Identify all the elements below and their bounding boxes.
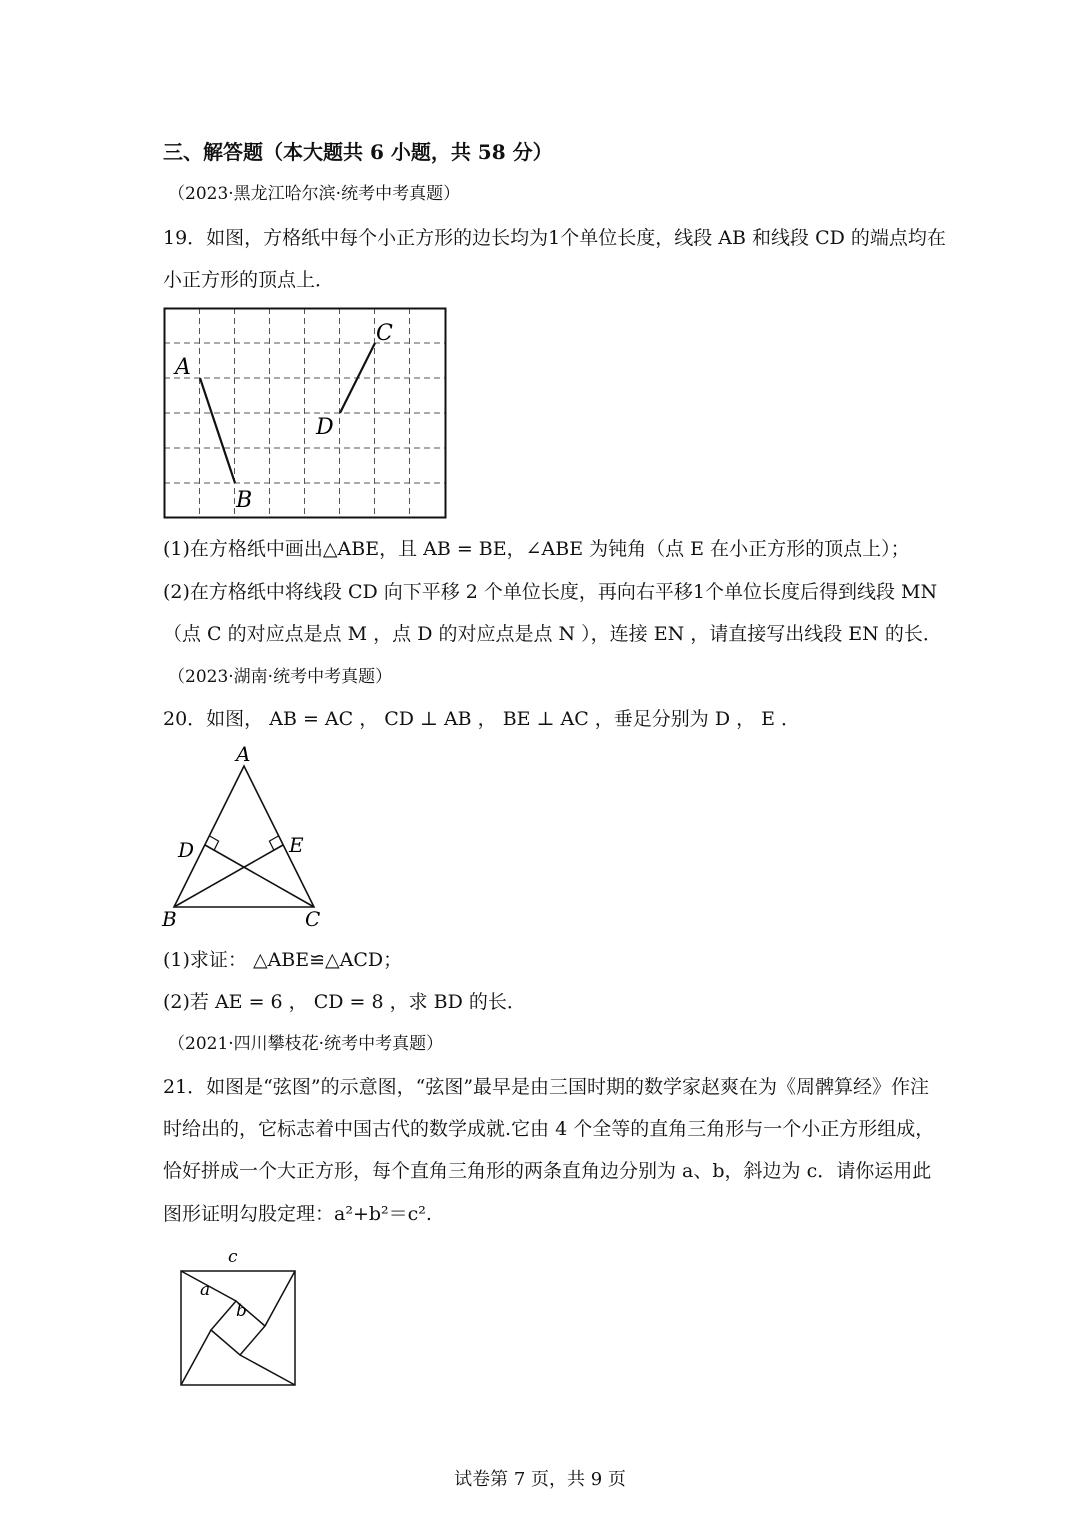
label-a: a <box>200 1280 211 1300</box>
q21-line1: 21．如图是“弦图”的示意图，“弦图”最早是由三国时期的数学家赵爽在为《周髀算经》作注 <box>163 1076 930 1098</box>
q20-triangle-figure <box>160 740 330 935</box>
q19-grid-figure <box>160 302 452 524</box>
label-c: c <box>228 1247 238 1267</box>
q21-source: （2021·四川攀枝花·统考中考真题） <box>168 1034 444 1054</box>
q21-line2: 时给出的，它标志着中国古代的数学成就.它由 4 个全等的直角三角形与一个小正方形组成， <box>163 1118 935 1140</box>
label-b: B <box>236 488 253 513</box>
q20-source: （2023·湖南·统考中考真题） <box>168 667 393 687</box>
label-a: A <box>236 742 251 766</box>
label-e: E <box>289 833 304 857</box>
q19-source: （2023·黑龙江哈尔滨·统考中考真题） <box>168 184 461 204</box>
q19-part2-line1: (2)在方格纸中将线段 CD 向下平移 2 个单位长度，再向右平移1个单位长度后得到线段 MN <box>163 581 938 603</box>
label-d: D <box>316 415 334 440</box>
q19-stem-line2: 小正方形的顶点上． <box>163 269 335 291</box>
q20-part2: (2)若 AE = 6 ， CD = 8 ，求 BD 的长． <box>163 991 526 1013</box>
q21-line3: 恰好拼成一个大正方形，每个直角三角形的两条直角边分别为 a、b，斜边为 c．请你运用此 <box>163 1160 932 1182</box>
segment-ab <box>200 378 235 483</box>
label-a: A <box>175 355 191 380</box>
page-footer: 试卷第 7 页，共 9 页 <box>454 1469 626 1490</box>
q20-stem: 20．如图， AB = AC ， CD ⊥ AB ， BE ⊥ AC ，垂足分别为 D ， E ． <box>163 708 801 730</box>
q19-part1: (1)在方格纸中画出△ABE，且 AB = BE，∠ABE 为钝角（点 E 在小正方形的顶点上）； <box>163 538 910 560</box>
q21-xian-figure <box>170 1240 310 1390</box>
q21-line4: 图形证明勾股定理：a²+b²＝c². <box>163 1203 432 1225</box>
q20-part1: (1)求证： △ABE≌△ACD； <box>163 949 403 971</box>
label-d: D <box>178 838 195 862</box>
label-b: B <box>162 907 177 931</box>
q19-stem-line1: 19．如图，方格纸中每个小正方形的边长均为1个单位长度，线段 AB 和线段 CD 的端点均在 <box>163 227 946 249</box>
q19-part2-line2: （点 C 的对应点是点 M ，点 D 的对应点是点 N ），连接 EN ，请直接写出线段 EN 的长． <box>163 623 942 645</box>
label-b: b <box>236 1301 247 1321</box>
section-title: 三、解答题（本大题共 6 小题，共 58 分） <box>163 140 553 164</box>
label-c: C <box>376 321 393 346</box>
label-c: C <box>305 907 321 931</box>
